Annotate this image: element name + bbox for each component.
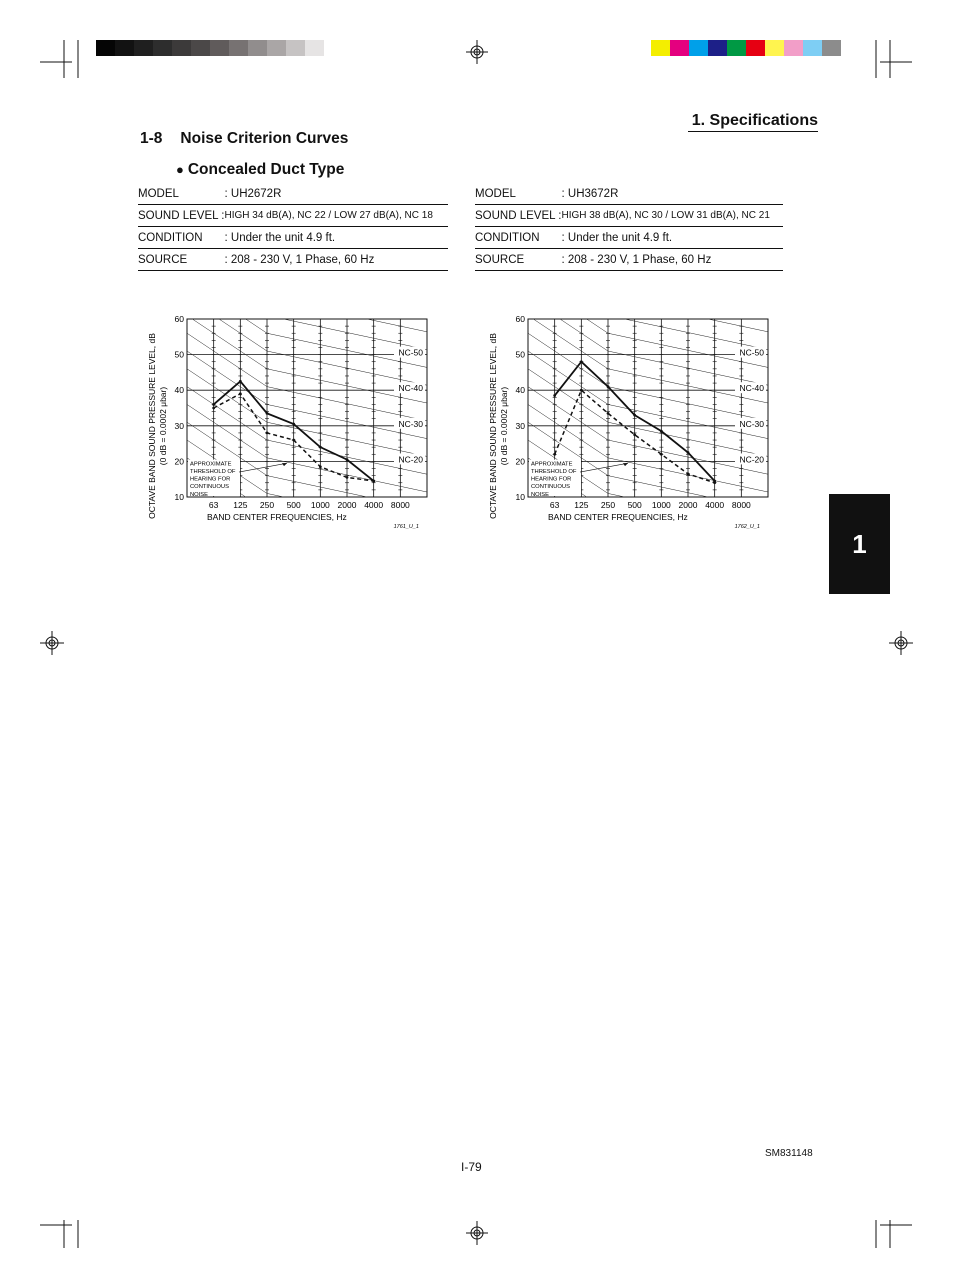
y-axis-label: OCTAVE BAND SOUND PRESSURE LEVEL, dB [147, 333, 157, 519]
threshold-arrowhead [282, 463, 287, 466]
x-tick-label: 500 [286, 500, 301, 510]
y-axis-sublabel: (0 dB = 0.0002 μbar) [158, 386, 168, 466]
spec-row-sound [138, 205, 448, 227]
x-tick-label: 63 [549, 500, 560, 510]
gray-swatch [286, 40, 305, 56]
threshold-note-text: APPROXIMATE [531, 461, 573, 468]
series-point-low [212, 407, 215, 410]
document-code: SM831148 [765, 1148, 813, 1159]
sound-label: SOUND LEVEL : [475, 205, 562, 227]
y-tick-label: 30 [174, 420, 184, 431]
y-tick-label: 20 [174, 456, 184, 467]
gray-swatch [96, 40, 115, 56]
color-swatch [822, 40, 841, 56]
series-point-low [346, 476, 349, 479]
threshold-note-text: CONTINUOUS [531, 484, 570, 491]
series-point-high [607, 385, 610, 388]
y-axis-sublabel: (0 dB = 0.0002 μbar) [499, 386, 509, 466]
series-point-high [633, 414, 636, 417]
series-point-low [580, 389, 583, 392]
color-swatch [708, 40, 727, 56]
source-value: : 208 - 230 V, 1 Phase, 60 Hz [562, 249, 784, 271]
nc-label: NC-30 [398, 418, 423, 429]
gray-swatch [305, 40, 324, 56]
series-point-low [239, 392, 242, 395]
nc-label: NC-40 [739, 383, 764, 394]
y-tick-label: 10 [515, 492, 525, 502]
nc-curve [187, 300, 440, 373]
y-tick-label: 30 [515, 420, 525, 431]
section-title: Noise Criterion Curves [180, 130, 349, 147]
threshold-note-text: NOISE [190, 491, 209, 498]
gray-swatch [134, 40, 153, 56]
series-point-high [266, 412, 269, 415]
y-tick-label: 40 [174, 385, 184, 396]
spec-row-model [475, 183, 783, 205]
threshold-arrowhead [623, 463, 628, 466]
gray-calibration-strip [96, 40, 324, 56]
threshold-pointer [239, 463, 287, 472]
gray-swatch [248, 40, 267, 56]
nc-curve [187, 300, 440, 394]
model-value: : UH2672R [225, 183, 449, 205]
source-value: : 208 - 230 V, 1 Phase, 60 Hz [225, 249, 449, 271]
series-point-high [660, 430, 663, 433]
y-tick-label: 60 [174, 314, 184, 324]
color-swatch [784, 40, 803, 56]
spec-row-model [138, 183, 448, 205]
sound-value: HIGH 34 dB(A), NC 22 / LOW 27 dB(A), NC 18 [225, 205, 449, 227]
x-tick-label: 4000 [364, 500, 384, 510]
nc-curve [187, 300, 440, 302]
series-point-high [346, 458, 349, 461]
source-label: SOURCE [475, 249, 562, 271]
gray-swatch [229, 40, 248, 56]
chapter-title: 1. Specifications [688, 112, 818, 132]
x-tick-label: 125 [233, 500, 248, 510]
model-label: MODEL [138, 183, 225, 205]
figure-id: 1761_U_1 [393, 524, 419, 530]
y-tick-label: 50 [174, 349, 184, 360]
series-point-low [607, 412, 610, 415]
series-point-low [687, 472, 690, 475]
x-tick-label: 1000 [310, 500, 330, 510]
color-swatch [651, 40, 670, 56]
x-tick-label: 250 [600, 500, 616, 510]
condition-label: CONDITION [475, 227, 562, 249]
threshold-note-text: THRESHOLD OF [190, 469, 236, 475]
threshold-note-text: CONTINUOUS [190, 484, 229, 491]
series-point-low [292, 439, 295, 442]
spec-row-sound [475, 205, 783, 227]
series-point-low [372, 480, 375, 483]
x-axis-label: BAND CENTER FREQUENCIES, Hz [548, 512, 688, 522]
x-tick-label: 8000 [390, 500, 410, 510]
nc-label: NC-50 [739, 347, 764, 358]
spec-table-right [475, 183, 783, 271]
color-swatch [670, 40, 689, 56]
page-number: I-79 [461, 1160, 482, 1174]
series-point-low [633, 433, 636, 436]
subsection-title: Concealed Duct Type [187, 161, 345, 178]
nc-label: NC-40 [398, 383, 423, 394]
nc-label: NC-20 [739, 454, 764, 465]
condition-label: CONDITION [138, 227, 225, 249]
threshold-note-text: APPROXIMATE [190, 461, 232, 468]
condition-value: : Under the unit 4.9 ft. [225, 227, 449, 249]
nc-curve [528, 300, 781, 320]
y-tick-label: 60 [515, 314, 525, 324]
series-point-high [212, 403, 215, 406]
bullet-icon: ● [176, 162, 184, 177]
source-label: SOURCE [138, 249, 225, 271]
gray-swatch [153, 40, 172, 56]
nc-chart-left [140, 300, 440, 535]
series-point-high [553, 394, 556, 397]
gray-swatch [115, 40, 134, 56]
series-point-low [266, 432, 269, 435]
threshold-note-text: HEARING FOR [190, 476, 231, 483]
color-calibration-strip [651, 40, 841, 56]
x-tick-label: 8000 [731, 500, 751, 510]
x-tick-label: 1000 [651, 500, 671, 510]
nc-curve [528, 300, 781, 302]
series-point-low [319, 465, 322, 468]
figure-id: 1762_U_1 [734, 524, 760, 530]
threshold-note-text: HEARING FOR [531, 476, 572, 483]
series-point-high [292, 423, 295, 426]
nc-chart-right [481, 300, 781, 535]
nc-curve [528, 300, 781, 373]
gray-swatch [267, 40, 286, 56]
threshold-note-text: NOISE [531, 491, 550, 498]
spec-table-left [138, 183, 448, 271]
x-axis-label: BAND CENTER FREQUENCIES, Hz [207, 512, 347, 522]
series-point-low [660, 453, 663, 456]
x-tick-label: 63 [208, 500, 219, 510]
crop-marks-middle [0, 626, 954, 662]
y-tick-label: 50 [515, 349, 525, 360]
nc-label: NC-20 [398, 454, 423, 465]
x-tick-label: 2000 [678, 500, 698, 510]
nc-label: NC-30 [739, 418, 764, 429]
y-axis-label: OCTAVE BAND SOUND PRESSURE LEVEL, dB [488, 333, 498, 519]
spec-row-source [138, 249, 448, 271]
section-number: 1-8 [140, 130, 163, 147]
x-tick-label: 250 [259, 500, 275, 510]
series-point-low [713, 481, 716, 484]
x-tick-label: 2000 [337, 500, 357, 510]
nc-label: NC-50 [398, 347, 423, 358]
spec-row-condition [475, 227, 783, 249]
series-point-high [319, 446, 322, 449]
color-swatch [689, 40, 708, 56]
gray-swatch [172, 40, 191, 56]
color-swatch [765, 40, 784, 56]
chapter-tab: 1 [829, 494, 890, 594]
series-point-low [553, 453, 556, 456]
sound-value: HIGH 38 dB(A), NC 30 / LOW 31 dB(A), NC 21 [562, 205, 784, 227]
series-point-high [239, 380, 242, 383]
x-tick-label: 4000 [705, 500, 725, 510]
subsection-heading [176, 161, 344, 179]
threshold-pointer [580, 463, 628, 472]
model-value: : UH3672R [562, 183, 784, 205]
y-tick-label: 10 [174, 492, 184, 502]
color-swatch [746, 40, 765, 56]
condition-value: : Under the unit 4.9 ft. [562, 227, 784, 249]
crop-marks-bottom [0, 1200, 954, 1286]
series-point-high [687, 451, 690, 454]
section-heading [140, 130, 366, 148]
color-swatch [803, 40, 822, 56]
threshold-note-text: THRESHOLD OF [531, 469, 577, 475]
spec-row-source [475, 249, 783, 271]
nc-curve [187, 300, 440, 320]
x-tick-label: 500 [627, 500, 642, 510]
gray-swatch [191, 40, 210, 56]
x-tick-label: 125 [574, 500, 589, 510]
gray-swatch [210, 40, 229, 56]
sound-label: SOUND LEVEL : [138, 205, 225, 227]
series-point-high [580, 360, 583, 363]
nc-curve [528, 300, 781, 394]
color-swatch [727, 40, 746, 56]
model-label: MODEL [475, 183, 562, 205]
y-tick-label: 20 [515, 456, 525, 467]
spec-row-condition [138, 227, 448, 249]
y-tick-label: 40 [515, 385, 525, 396]
